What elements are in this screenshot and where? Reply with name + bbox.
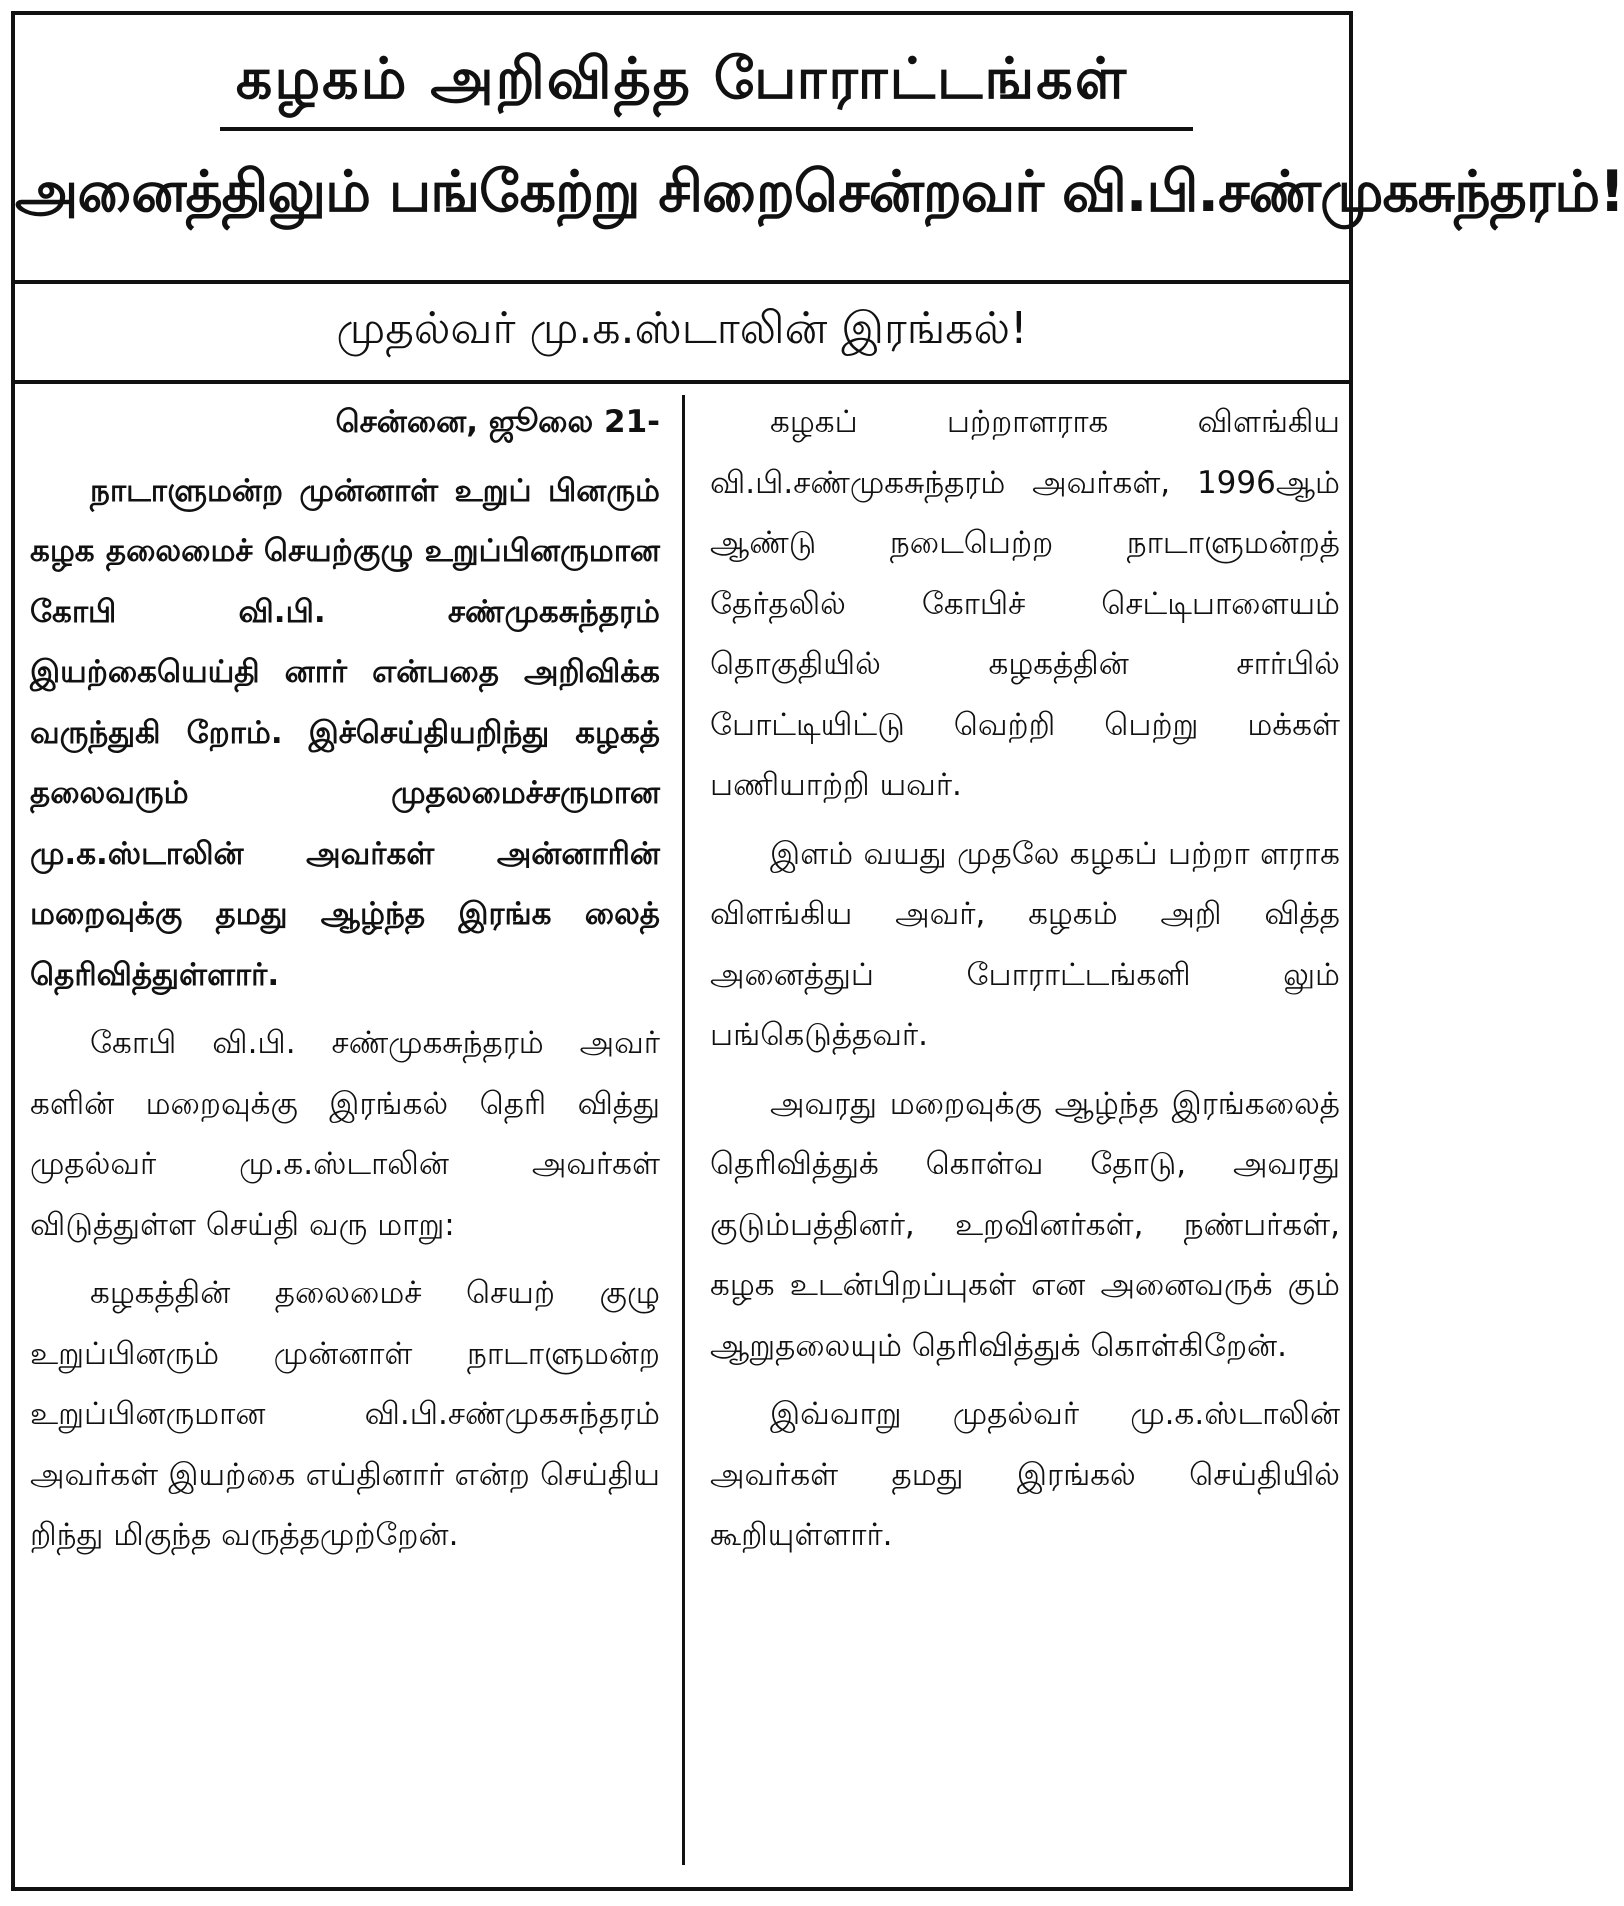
right-paragraph-2: இளம் வயது முதலே கழகப் பற்றா ளராக விளங்கிய அவர், கழகம் அறி வித்த அனைத்துப் போராட்டங்களி லும் பங்கெடுத்தவர். bbox=[710, 835, 1340, 1053]
right-paragraph-1: கழகப் பற்றாளராக விளங்கிய வி.பி.சண்முகசுந்தரம் அவர்கள், 1996ஆம் ஆண்டு நடைபெற்ற நாடாளுமன்றத் தேர்தலில் கோபிச் செட்டிபாளையம் தொகுதியில் கழகத்தின் சார்பில் போட்டியிட்டு வெற்றி பெற்று மக்கள் பணியாற்றி யவர். bbox=[710, 404, 1340, 803]
left-column bbox=[30, 392, 660, 1574]
headline-line-2: அனைத்திலும் பங்கேற்று சிறைசென்றவர் வி.பி.சண்முகசுந்தரம்! bbox=[15, 159, 1624, 225]
article-header bbox=[15, 15, 1624, 384]
right-paragraph-4: இவ்வாறு முதல்வர் மு.க.ஸ்டாலின் அவர்கள் தமது இரங்கல் செய்தியில் கூறியுள்ளார். bbox=[710, 1396, 1340, 1553]
left-paragraph-1: நாடாளுமன்ற முன்னாள் உறுப் பினரும் கழக தலைமைச் செயற்குழு உறுப்பினருமான கோபி வி.பி. சண்முகசுந்தரம் இயற்கையெய்தி னார் என்பதை அறிவிக்க வருந்துகி றோம். இச்செய்தியறிந்து கழகத் தலைவரும் முதலமைச்சருமான மு.க.ஸ்டாலின் அவர்கள் அன்னாரின் மறைவுக்கு தமது ஆழ்ந்த இரங்க லைத் தெரிவித்துள்ளார். bbox=[30, 472, 660, 993]
left-paragraph-2: கோபி வி.பி. சண்முகசுந்தரம் அவர் களின் மறைவுக்கு இரங்கல் தெரி வித்து முதல்வர் மு.க.ஸ்டாலின் அவர்கள் விடுத்துள்ள செய்தி வரு மாறு: bbox=[30, 1025, 660, 1243]
right-paragraph-3: அவரது மறைவுக்கு ஆழ்ந்த இரங்கலைத் தெரிவித்துக் கொள்வ தோடு, அவரது குடும்பத்தினர், உறவினர்கள், நண்பர்கள், கழக உடன்பிறப்புகள் என அனைவருக் கும் ஆறுதலையும் தெரிவித்துக் கொள்கிறேன். bbox=[710, 1085, 1340, 1364]
subheadline: முதல்வர் மு.க.ஸ்டாலின் இரங்கல்! bbox=[336, 303, 1028, 354]
column-divider bbox=[682, 395, 685, 1865]
dateline: சென்னை, ஜூலை 21- bbox=[335, 404, 660, 440]
left-paragraph-3: கழகத்தின் தலைமைச் செயற் குழு உறுப்பினரும் முன்னாள் நாடாளுமன்ற உறுப்பினருமான வி.பி.சண்முகசுந்தரம் அவர்கள் இயற்கை எய்தினார் என்ற செய்திய றிந்து மிகுந்த வருத்தமுற்றேன். bbox=[30, 1275, 660, 1553]
headline-underline bbox=[220, 127, 1193, 131]
headline-line-1: கழகம் அறிவித்த போராட்டங்கள் bbox=[235, 46, 1129, 112]
subheadline-divider bbox=[15, 280, 1349, 284]
right-column bbox=[710, 392, 1340, 1574]
